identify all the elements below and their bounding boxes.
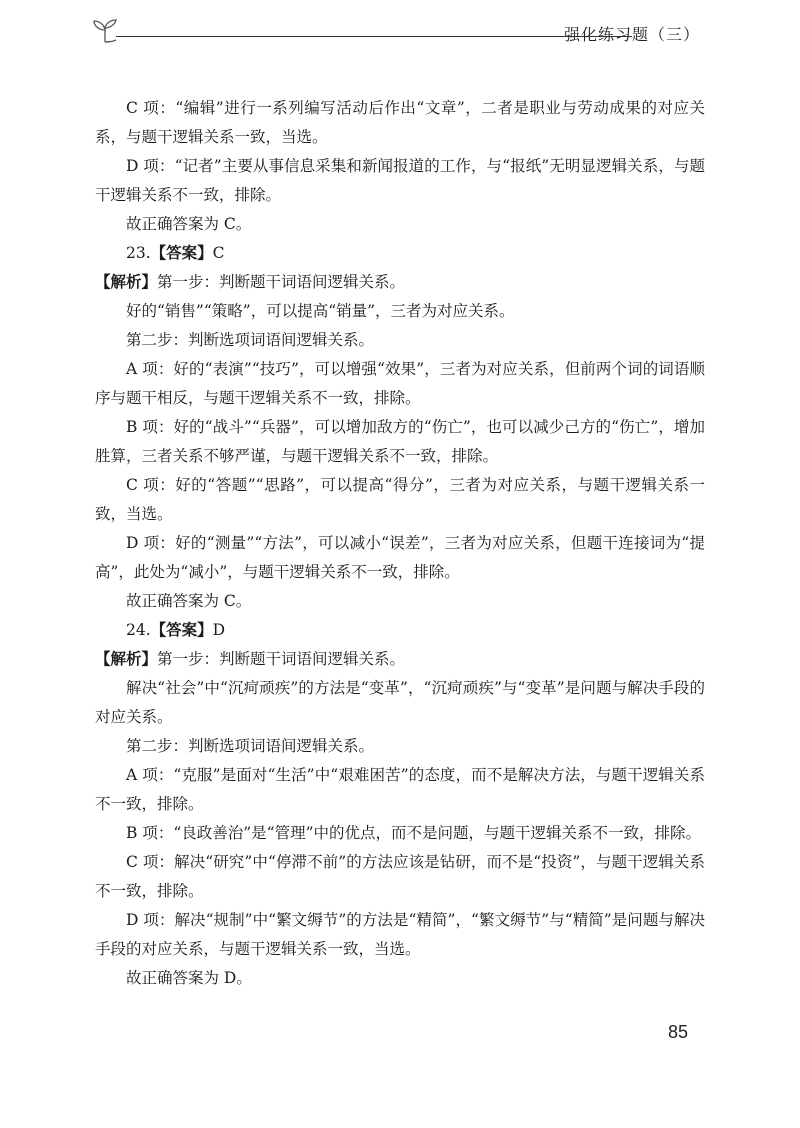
answer-value: D [212, 621, 226, 639]
answer-label: 【答案】 [150, 244, 213, 262]
body-paragraph: D 项：“记者”主要从事信息采集和新闻报道的工作，与“报纸”无明显逻辑关系，与题干逻辑关系不一致，排除。 [95, 157, 705, 204]
sprout-icon [90, 18, 120, 44]
body-paragraph: C 项：好的“答题”“思路”，可以提高“得分”，三者为对应关系，与题干逻辑关系一致，当选。 [95, 476, 705, 523]
analysis-text: 第一步：判断题干词语间逻辑关系。 [157, 650, 406, 668]
body-paragraph: 故正确答案为 C。 [126, 592, 252, 610]
page-header [90, 14, 700, 54]
analysis-text: 第一步：判断题干词语间逻辑关系。 [157, 273, 406, 291]
question-number: 24. [126, 621, 151, 639]
body-paragraph: 故正确答案为 D。 [126, 969, 252, 987]
analysis-label: 【解析】 [95, 273, 158, 291]
body-paragraph: 第二步：判断选项词语间逻辑关系。 [126, 737, 375, 755]
header-rule [116, 36, 632, 37]
body-paragraph: B 项：好的“战斗”“兵器”，可以增加敌方的“伤亡”，也可以减少己方的“伤亡”，增加胜算，三者关系不够严谨，与题干逻辑关系不一致，排除。 [95, 418, 705, 465]
body-paragraph: D 项：好的“测量”“方法”，可以减小“误差”，三者为对应关系，但题干连接词为“提高”，此处为“减小”，与题干逻辑关系不一致，排除。 [95, 534, 705, 581]
answer-heading [95, 616, 705, 645]
running-header-title: 强化练习题（三） [563, 25, 700, 44]
body-paragraph: C 项：解决“研究”中“停滞不前”的方法应该是钻研，而不是“投资”，与题干逻辑关系不一致，排除。 [95, 853, 705, 900]
page-number: 85 [667, 1022, 688, 1042]
body-paragraph: 好的“销售”“策略”，可以提高“销量”，三者为对应关系。 [126, 302, 515, 320]
analysis-heading [95, 268, 705, 297]
body-paragraph: 第二步：判断选项词语间逻辑关系。 [126, 331, 375, 349]
question-number: 23. [126, 244, 151, 262]
analysis-label: 【解析】 [95, 650, 158, 668]
answer-label: 【答案】 [150, 621, 213, 639]
body-paragraph: 故正确答案为 C。 [126, 215, 252, 233]
page-body [95, 94, 705, 993]
body-paragraph: A 项：“克服”是面对“生活”中“艰难困苦”的态度，而不是解决方法，与题干逻辑关系不一致，排除。 [95, 766, 705, 813]
body-paragraph: D 项：解决“规制”中“繁文缛节”的方法是“精简”，“繁文缛节”与“精简”是问题与解决手段的对应关系，与题干逻辑关系一致，当选。 [95, 911, 705, 958]
answer-heading [95, 239, 705, 268]
answer-value: C [212, 244, 225, 262]
analysis-heading [95, 645, 705, 674]
body-paragraph: A 项：好的“表演”“技巧”，可以增强“效果”，三者为对应关系，但前两个词的词语顺序与题干相反，与题干逻辑关系不一致，排除。 [95, 360, 705, 407]
body-paragraph: B 项：“良政善治”是“管理”中的优点，而不是问题，与题干逻辑关系不一致，排除。 [126, 824, 702, 842]
body-paragraph: C 项：“编辑”进行一系列编写活动后作出“文章”，二者是职业与劳动成果的对应关系，与题干逻辑关系一致，当选。 [95, 99, 705, 146]
body-paragraph: 解决“社会”中“沉疴顽疾”的方法是“变革”，“沉疴顽疾”与“变革”是问题与解决手段的对应关系。 [95, 679, 705, 726]
